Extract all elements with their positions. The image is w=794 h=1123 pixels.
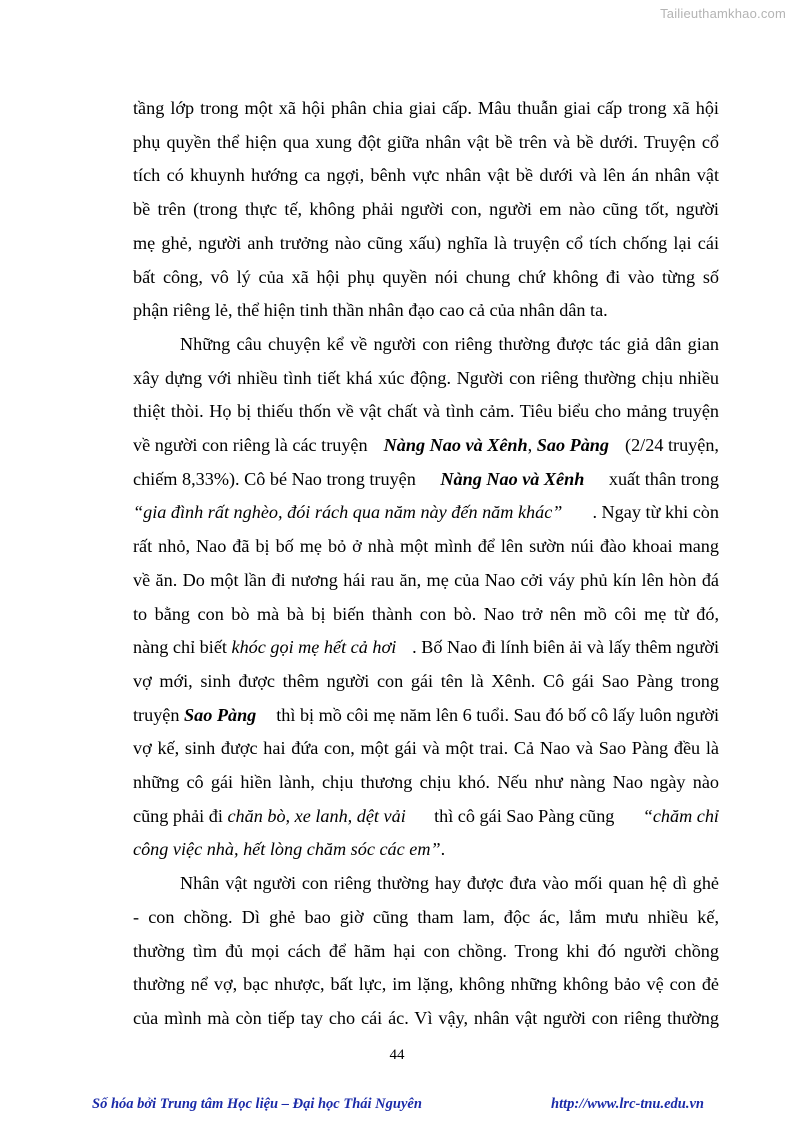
text-fragment: chiếm 8,33%). Cô bé Nao trong truyện [133,468,416,489]
text-line: tầng lớp trong một xã hội phân chia giai cấp. Mâu thuẫn giai cấp trong xã hội [133,98,719,118]
watermark-text: Tailieuthamkhao.com [660,6,786,21]
text-line: bất công, vô lý của xã hội phụ quyền nói chung chứ không đi vào từng số [133,266,719,287]
text-fragment: , [527,435,537,456]
text-line [133,463,719,497]
text-line: tích có khuynh hướng ca ngợi, bênh vực nhân vật bề dưới và lên án nhân vật [133,165,719,186]
text-line: Những câu chuyện kể về người con riêng thường được tác giả dân gian [180,333,719,354]
text-line: bề trên (trong thực tế, không phải người con, người em nào cũng tốt, người [133,199,719,220]
story-title-sao-pang: Sao Pàng [184,704,257,725]
page-footer [92,1096,704,1113]
text-fragment: . Ngay từ khi còn [592,502,719,523]
paragraph-3 [133,867,719,1036]
text-fragment: . [440,839,446,860]
quote-text: “chăm chỉ [642,805,719,826]
paragraph-1 [133,92,719,328]
text-line [133,631,719,665]
story-title-nang-nao: Nàng Nao và Xênh [440,468,585,489]
text-line [133,699,719,733]
text-fragment: nàng chỉ biết [133,637,232,658]
text-line [133,833,719,867]
paragraph-2 [133,328,719,867]
text-line: - con chồng. Dì ghẻ bao giờ cũng tham lam, độc ác, lắm mưu nhiều kế, [133,906,719,927]
text-fragment: xuất thân trong [608,468,719,489]
text-line: to bằng con bò mà bà bị biến thành con bò. Nao trở nên mồ côi mẹ từ đó, [133,603,719,624]
quote-text: “gia đình rất nghèo, đói rách qua năm này đến năm khác” [133,502,563,523]
page-number: 44 [389,1047,405,1063]
text-fragment: cũng phải đi [133,805,228,826]
quote-text: khóc gọi mẹ hết cả hơi [231,637,397,658]
text-line: về ăn. Do một lần đi nương hái rau ăn, mẹ của Nao cởi váy phủ kín lên hòn đá [133,569,719,590]
text-line: thường tìm đủ mọi cách để hãm hại con chồng. Trong khi đó người chồng [133,940,719,961]
text-line: rất nhỏ, Nao đã bị bố mẹ bỏ ở nhà một mình để lên sườn núi đào khoai mang [133,536,719,557]
text-fragment: về người con riêng là các truyện [133,435,368,456]
quote-text: chăn bò, xe lanh, dệt vải [227,805,406,826]
text-line [133,800,719,834]
text-fragment: . Bố Nao đi lính biên ải và lấy thêm người [412,637,719,658]
footer-source: Số hóa bởi Trung tâm Học liệu – Đại học Thái Nguyên [92,1096,422,1112]
text-line: phận riêng lẻ, thể hiện tinh thần nhân đạo cao cả của nhân dân ta. [133,300,608,321]
quote-text: công việc nhà, hết lòng chăm sóc các em” [133,839,441,860]
text-line: xây dựng với nhiều tình tiết khá xúc động. Người con riêng thường chịu nhiều [133,367,719,388]
text-line: vợ mới, sinh được thêm người con gái tên là Xênh. Cô gái Sao Pàng trong [133,670,719,691]
text-line: của mình mà còn tiếp tay cho cái ác. Vì vậy, nhân vật người con riêng thường [133,1007,719,1028]
document-body [133,92,719,1036]
text-line: những cô gái hiền lành, chịu thương chịu khó. Nếu như nàng Nao ngày nào [133,772,719,793]
text-line: mẹ ghẻ, người anh trưởng nào cũng xấu) nghĩa là truyện cổ tích chống lại cái [133,232,719,253]
text-fragment: truyện [133,704,185,725]
text-fragment: thì bị mồ côi mẹ năm lên 6 tuổi. Sau đó bố cô lấy luôn người [276,704,719,725]
text-line: vợ kế, sinh được hai đứa con, một gái và một trai. Cả Nao và Sao Pàng đều là [133,738,719,759]
text-line: thường nể vợ, bạc nhược, bất lực, im lặng, không những không bảo vệ con đẻ [133,974,719,995]
text-fragment: thì cô gái Sao Pàng cũng [434,805,615,826]
footer-url[interactable]: http://www.lrc-tnu.edu.vn [551,1096,704,1112]
story-title-sao-pang: Sao Pàng [536,435,609,456]
text-fragment: (2/24 truyện, [625,435,719,456]
text-line: thiệt thòi. Họ bị thiếu thốn về vật chất và tình cảm. Tiêu biểu cho mảng truyện [133,401,719,422]
story-title-nang-nao: Nàng Nao và Xênh [383,435,528,456]
text-line: Nhân vật người con riêng thường hay được đưa vào mối quan hệ dì ghẻ [180,873,719,894]
text-line [133,496,719,530]
text-line: phụ quyền thể hiện qua xung đột giữa nhân vật bề trên và bề dưới. Truyện cổ [133,131,719,152]
text-line [133,429,719,463]
